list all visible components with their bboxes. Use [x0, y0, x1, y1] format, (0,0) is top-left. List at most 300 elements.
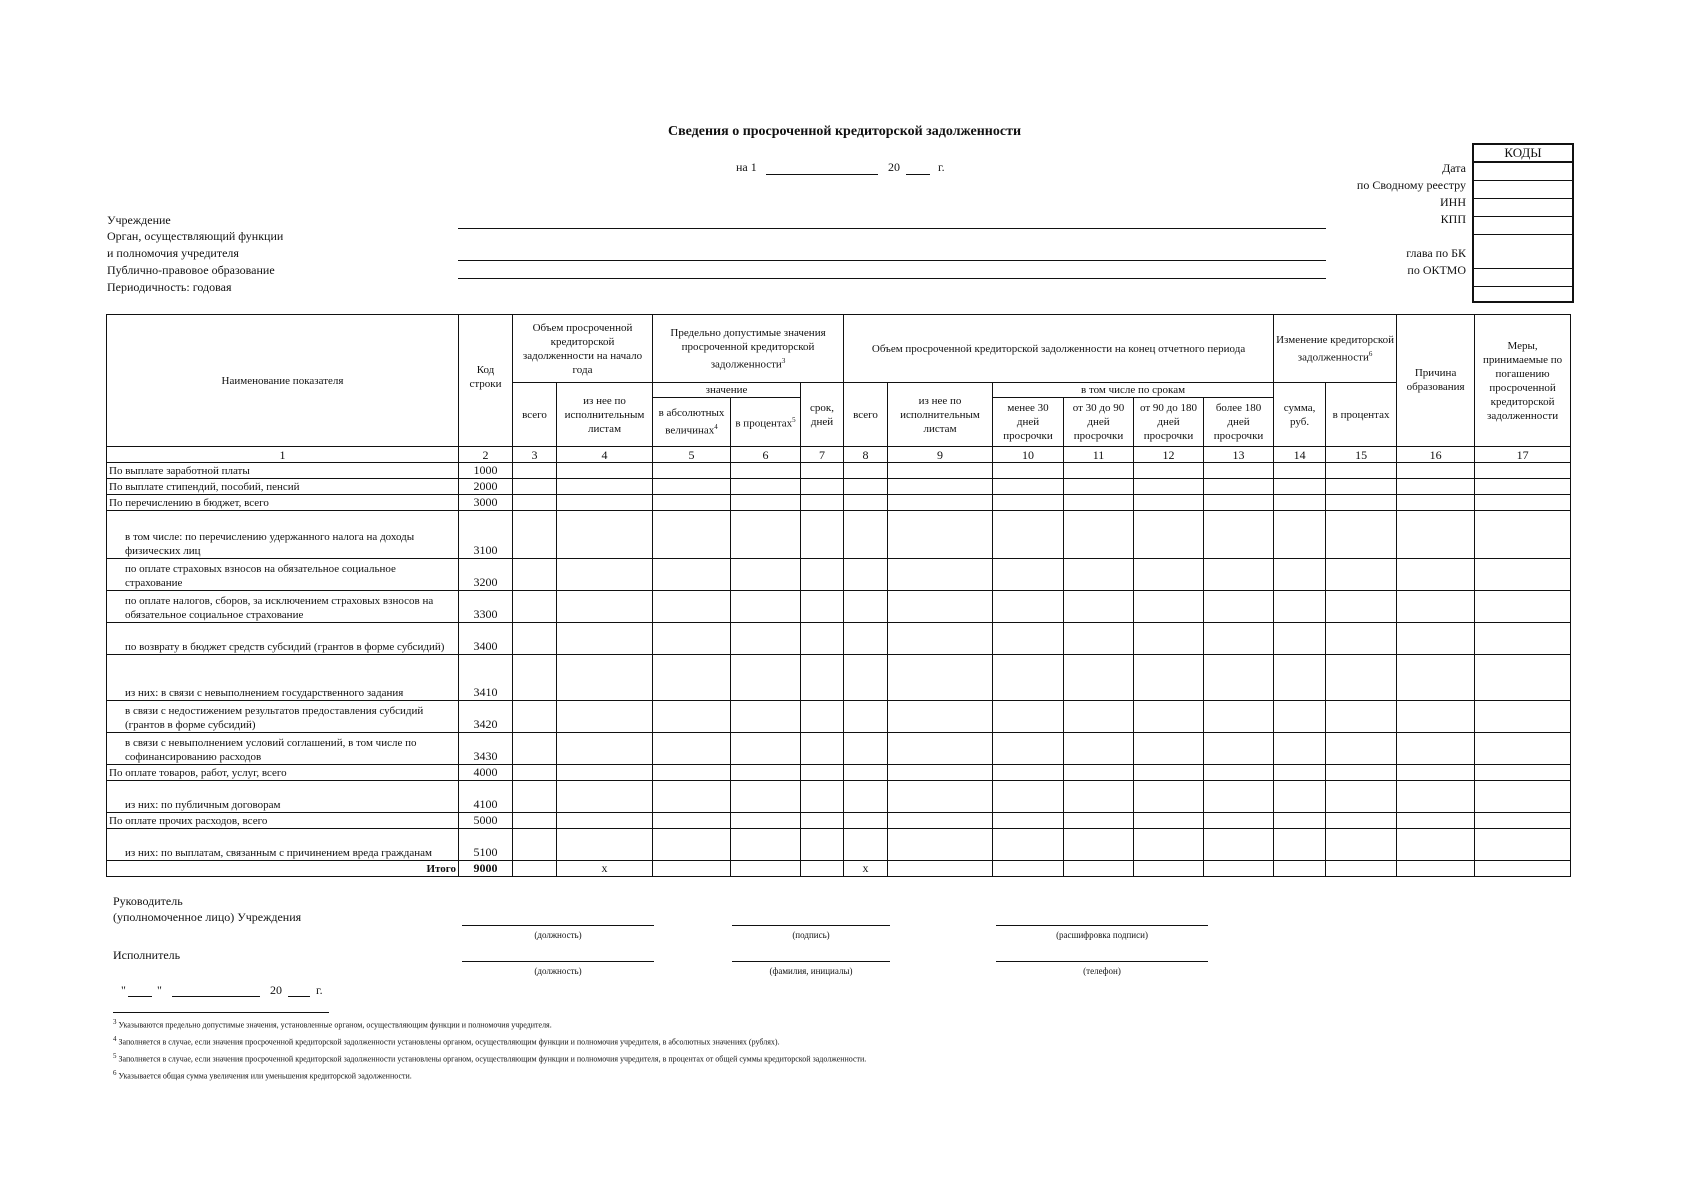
- row-input-cell[interactable]: [557, 733, 653, 765]
- row-input-cell[interactable]: [731, 655, 801, 701]
- row-input-cell[interactable]: [653, 479, 731, 495]
- row-input-cell[interactable]: [801, 701, 844, 733]
- header-begin-volume: Объем просроченной кредиторской задолженности на начало года: [513, 315, 653, 383]
- table-row: [107, 701, 1571, 733]
- row-input-cell[interactable]: [513, 511, 557, 559]
- row-input-cell[interactable]: [1274, 829, 1326, 861]
- row-input-cell[interactable]: [844, 559, 888, 591]
- as-of-year-field[interactable]: [906, 174, 930, 175]
- row-input-cell[interactable]: [844, 701, 888, 733]
- row-input-cell[interactable]: [1134, 813, 1204, 829]
- date-close-quote: ": [157, 983, 162, 997]
- codes-label-kpp: КПП: [1440, 212, 1466, 226]
- row-input-cell[interactable]: [1134, 623, 1204, 655]
- row-input-cell[interactable]: [888, 559, 993, 591]
- row-input-cell[interactable]: [844, 813, 888, 829]
- code-date-field[interactable]: [1474, 163, 1572, 181]
- row-input-cell[interactable]: [1274, 495, 1326, 511]
- row-name: в связи с невыполнением условий соглашений, в том числе по софинансированию расходов: [107, 733, 459, 765]
- row-input-cell[interactable]: [801, 781, 844, 813]
- row-input-cell[interactable]: [1204, 701, 1274, 733]
- row-input-cell[interactable]: [888, 495, 993, 511]
- row-input-cell[interactable]: [513, 701, 557, 733]
- public-entity-field[interactable]: [458, 278, 1326, 279]
- row-input-cell[interactable]: [888, 829, 993, 861]
- total-row: [107, 861, 1571, 877]
- row-input-cell[interactable]: [1064, 479, 1134, 495]
- row-input-cell[interactable]: [513, 591, 557, 623]
- row-input-cell[interactable]: [731, 765, 801, 781]
- row-input-cell[interactable]: [1475, 733, 1571, 765]
- row-input-cell[interactable]: [1274, 623, 1326, 655]
- row-name: По оплате прочих расходов, всего: [107, 813, 459, 829]
- row-input-cell[interactable]: [1134, 655, 1204, 701]
- row-input-cell[interactable]: [844, 495, 888, 511]
- row-input-cell[interactable]: [888, 479, 993, 495]
- row-input-cell[interactable]: [653, 511, 731, 559]
- row-input-cell[interactable]: [1475, 829, 1571, 861]
- row-input-cell[interactable]: [731, 701, 801, 733]
- row-input-cell[interactable]: [1204, 829, 1274, 861]
- row-input-cell[interactable]: [731, 559, 801, 591]
- row-code: 3000: [459, 495, 513, 511]
- row-input-cell[interactable]: [1326, 765, 1397, 781]
- row-input-cell[interactable]: [1326, 479, 1397, 495]
- row-input-cell[interactable]: [731, 829, 801, 861]
- row-name: из них: по публичным договорам: [107, 781, 459, 813]
- row-input-cell[interactable]: [731, 591, 801, 623]
- row-input-cell[interactable]: [653, 463, 731, 479]
- row-input-cell[interactable]: [557, 655, 653, 701]
- row-input-cell[interactable]: [993, 559, 1064, 591]
- row-input-cell[interactable]: [1475, 591, 1571, 623]
- row-input-cell[interactable]: [1397, 781, 1475, 813]
- header-30-90: от 30 до 90 дней просрочки: [1064, 398, 1134, 447]
- header-change-sum: сумма, руб.: [1274, 383, 1326, 447]
- date-year-field[interactable]: [288, 996, 310, 997]
- institution-field[interactable]: [458, 228, 1326, 229]
- row-input-cell[interactable]: [1064, 495, 1134, 511]
- row-input-cell[interactable]: [653, 559, 731, 591]
- as-of-day-field[interactable]: [766, 174, 878, 175]
- row-input-cell[interactable]: [557, 591, 653, 623]
- header-end-volume: Объем просроченной кредиторской задолженности на конец отчетного периода: [844, 315, 1274, 383]
- row-code: 3300: [459, 591, 513, 623]
- column-number: 10: [993, 447, 1064, 463]
- row-input-cell[interactable]: [844, 591, 888, 623]
- codes-box: [1472, 143, 1574, 303]
- column-number: 12: [1134, 447, 1204, 463]
- row-input-cell[interactable]: [1204, 479, 1274, 495]
- row-input-cell[interactable]: [801, 495, 844, 511]
- row-code: 3400: [459, 623, 513, 655]
- row-input-cell[interactable]: [1274, 701, 1326, 733]
- row-input-cell[interactable]: [1397, 623, 1475, 655]
- row-input-cell[interactable]: [1475, 479, 1571, 495]
- row-input-cell[interactable]: [513, 495, 557, 511]
- row-input-cell[interactable]: [993, 495, 1064, 511]
- row-input-cell[interactable]: [1064, 701, 1134, 733]
- row-input-cell[interactable]: [1134, 701, 1204, 733]
- total-input-cell[interactable]: [1204, 861, 1274, 877]
- row-input-cell[interactable]: [1134, 479, 1204, 495]
- row-input-cell[interactable]: [1064, 655, 1134, 701]
- column-number: 6: [731, 447, 801, 463]
- row-input-cell[interactable]: [1397, 733, 1475, 765]
- row-input-cell[interactable]: [844, 765, 888, 781]
- row-input-cell[interactable]: [1475, 559, 1571, 591]
- row-input-cell[interactable]: [801, 733, 844, 765]
- row-input-cell[interactable]: [731, 813, 801, 829]
- total-input-cell[interactable]: [653, 861, 731, 877]
- head-decoding-caption: (расшифровка подписи): [1056, 930, 1148, 940]
- row-input-cell[interactable]: [1064, 781, 1134, 813]
- table-row: [107, 463, 1571, 479]
- row-input-cell[interactable]: [513, 829, 557, 861]
- row-input-cell[interactable]: [1397, 495, 1475, 511]
- head-label-1: Руководитель: [113, 894, 183, 908]
- row-input-cell[interactable]: [888, 463, 993, 479]
- row-input-cell[interactable]: [1326, 701, 1397, 733]
- row-input-cell[interactable]: [1204, 511, 1274, 559]
- row-input-cell[interactable]: [1475, 511, 1571, 559]
- row-input-cell[interactable]: [557, 813, 653, 829]
- row-input-cell[interactable]: [557, 829, 653, 861]
- row-input-cell[interactable]: [888, 511, 993, 559]
- date-month-field[interactable]: [172, 996, 260, 997]
- row-input-cell[interactable]: [1475, 623, 1571, 655]
- row-input-cell[interactable]: [1204, 733, 1274, 765]
- row-input-cell[interactable]: [1134, 559, 1204, 591]
- x-mark: х: [557, 861, 653, 877]
- row-input-cell[interactable]: [801, 829, 844, 861]
- row-input-cell[interactable]: [844, 511, 888, 559]
- row-input-cell[interactable]: [1064, 559, 1134, 591]
- row-input-cell[interactable]: [801, 511, 844, 559]
- row-input-cell[interactable]: [844, 623, 888, 655]
- row-input-cell[interactable]: [1397, 701, 1475, 733]
- row-input-cell[interactable]: [1397, 765, 1475, 781]
- row-input-cell[interactable]: [1204, 813, 1274, 829]
- row-input-cell[interactable]: [653, 765, 731, 781]
- row-input-cell[interactable]: [844, 781, 888, 813]
- public-entity-label: Публично-правовое образование: [107, 263, 275, 277]
- row-input-cell[interactable]: [1326, 813, 1397, 829]
- row-input-cell[interactable]: [557, 479, 653, 495]
- row-input-cell[interactable]: [1274, 813, 1326, 829]
- table-row: [107, 623, 1571, 655]
- row-name: в связи с недостижением результатов предоставления субсидий (грантов в форме субсидий): [107, 701, 459, 733]
- row-input-cell[interactable]: [1326, 511, 1397, 559]
- header-pct: в процентах$^5$: [731, 398, 801, 447]
- row-input-cell[interactable]: [801, 655, 844, 701]
- row-input-cell[interactable]: [1397, 511, 1475, 559]
- row-input-cell[interactable]: [888, 813, 993, 829]
- header-90-180: от 90 до 180 дней просрочки: [1134, 398, 1204, 447]
- row-input-cell[interactable]: [801, 765, 844, 781]
- row-input-cell[interactable]: [1326, 655, 1397, 701]
- row-input-cell[interactable]: [1274, 733, 1326, 765]
- footnote-5: $^5$ Заполняется в случае, если значения просроченной кредиторской задолженности установлены органом, осуществляющим функции и полномочия учредителя, в процентах от общей суммы кредиторской задолженности.: [113, 1052, 867, 1064]
- row-input-cell[interactable]: [557, 623, 653, 655]
- total-input-cell[interactable]: [801, 861, 844, 877]
- row-name: по оплате налогов, сборов, за исключением страховых взносов на обязательное социальное страхование: [107, 591, 459, 623]
- row-input-cell[interactable]: [801, 479, 844, 495]
- row-input-cell[interactable]: [557, 765, 653, 781]
- row-input-cell[interactable]: [513, 463, 557, 479]
- header-lt30: менее 30 дней просрочки: [993, 398, 1064, 447]
- row-input-cell[interactable]: [557, 511, 653, 559]
- row-input-cell[interactable]: [844, 655, 888, 701]
- row-input-cell[interactable]: [731, 623, 801, 655]
- total-input-cell[interactable]: [731, 861, 801, 877]
- row-input-cell[interactable]: [888, 733, 993, 765]
- row-input-cell[interactable]: [888, 781, 993, 813]
- row-code: 5100: [459, 829, 513, 861]
- codes-label-bk: глава по БК: [1406, 246, 1466, 260]
- executor-position-caption: (должность): [534, 966, 582, 976]
- row-input-cell[interactable]: [844, 479, 888, 495]
- row-input-cell[interactable]: [557, 463, 653, 479]
- row-input-cell[interactable]: [1274, 591, 1326, 623]
- row-input-cell[interactable]: [888, 765, 993, 781]
- row-input-cell[interactable]: [1326, 623, 1397, 655]
- code-register-field[interactable]: [1474, 181, 1572, 199]
- total-input-cell[interactable]: [1134, 861, 1204, 877]
- row-input-cell[interactable]: [888, 655, 993, 701]
- row-input-cell[interactable]: [1064, 829, 1134, 861]
- row-input-cell[interactable]: [731, 495, 801, 511]
- row-input-cell[interactable]: [1274, 511, 1326, 559]
- head-position-field[interactable]: [462, 925, 654, 926]
- row-input-cell[interactable]: [1204, 655, 1274, 701]
- row-input-cell[interactable]: [513, 559, 557, 591]
- row-input-cell[interactable]: [1326, 733, 1397, 765]
- row-input-cell[interactable]: [1204, 781, 1274, 813]
- row-input-cell[interactable]: [993, 591, 1064, 623]
- head-decoding-field[interactable]: [996, 925, 1208, 926]
- row-input-cell[interactable]: [513, 813, 557, 829]
- row-input-cell[interactable]: [1134, 781, 1204, 813]
- row-input-cell[interactable]: [1397, 813, 1475, 829]
- row-input-cell[interactable]: [1326, 829, 1397, 861]
- code-kpp-field[interactable]: [1474, 217, 1572, 235]
- row-input-cell[interactable]: [1204, 623, 1274, 655]
- row-input-cell[interactable]: [1326, 495, 1397, 511]
- row-input-cell[interactable]: [1274, 479, 1326, 495]
- row-input-cell[interactable]: [513, 655, 557, 701]
- row-input-cell[interactable]: [888, 623, 993, 655]
- total-input-cell[interactable]: [1064, 861, 1134, 877]
- row-input-cell[interactable]: [801, 591, 844, 623]
- row-input-cell[interactable]: [993, 733, 1064, 765]
- row-input-cell[interactable]: [1475, 781, 1571, 813]
- row-input-cell[interactable]: [1134, 591, 1204, 623]
- row-input-cell[interactable]: [844, 463, 888, 479]
- row-input-cell[interactable]: [1134, 829, 1204, 861]
- code-inn-field[interactable]: [1474, 199, 1572, 217]
- row-input-cell[interactable]: [801, 463, 844, 479]
- row-input-cell[interactable]: [801, 559, 844, 591]
- row-input-cell[interactable]: [653, 495, 731, 511]
- row-input-cell[interactable]: [1475, 655, 1571, 701]
- row-input-cell[interactable]: [1064, 623, 1134, 655]
- row-input-cell[interactable]: [1204, 591, 1274, 623]
- row-input-cell[interactable]: [1064, 813, 1134, 829]
- row-input-cell[interactable]: [993, 701, 1064, 733]
- row-input-cell[interactable]: [1204, 495, 1274, 511]
- row-input-cell[interactable]: [1274, 559, 1326, 591]
- table-row: [107, 829, 1571, 861]
- row-input-cell[interactable]: [993, 463, 1064, 479]
- row-input-cell[interactable]: [1326, 559, 1397, 591]
- row-input-cell[interactable]: [1475, 765, 1571, 781]
- column-number: 1: [107, 447, 459, 463]
- row-input-cell[interactable]: [1204, 559, 1274, 591]
- row-input-cell[interactable]: [653, 701, 731, 733]
- row-input-cell[interactable]: [844, 829, 888, 861]
- row-input-cell[interactable]: [1397, 559, 1475, 591]
- row-code: 4000: [459, 765, 513, 781]
- row-input-cell[interactable]: [653, 623, 731, 655]
- codes-label-oktmo: по ОКТМО: [1407, 263, 1466, 277]
- row-input-cell[interactable]: [1475, 463, 1571, 479]
- row-input-cell[interactable]: [1397, 829, 1475, 861]
- total-input-cell[interactable]: [513, 861, 557, 877]
- row-input-cell[interactable]: [1397, 463, 1475, 479]
- row-input-cell[interactable]: [1475, 495, 1571, 511]
- footnote-6: $^6$ Указывается общая сумма увеличения или уменьшения кредиторской задолженности.: [113, 1069, 412, 1081]
- row-code: 3420: [459, 701, 513, 733]
- date-day-field[interactable]: [128, 996, 152, 997]
- row-input-cell[interactable]: [653, 655, 731, 701]
- row-code: 3100: [459, 511, 513, 559]
- row-input-cell[interactable]: [844, 733, 888, 765]
- row-input-cell[interactable]: [1064, 463, 1134, 479]
- row-input-cell[interactable]: [1064, 591, 1134, 623]
- row-name: в том числе: по перечислению удержанного налога на доходы физических лиц: [107, 511, 459, 559]
- row-input-cell[interactable]: [557, 495, 653, 511]
- row-input-cell[interactable]: [1274, 655, 1326, 701]
- document-title: Сведения о просроченной кредиторской задолженности: [667, 124, 1022, 139]
- row-input-cell[interactable]: [1397, 591, 1475, 623]
- row-input-cell[interactable]: [653, 813, 731, 829]
- total-input-cell[interactable]: [1274, 861, 1326, 877]
- row-input-cell[interactable]: [513, 733, 557, 765]
- row-input-cell[interactable]: [1475, 701, 1571, 733]
- row-input-cell[interactable]: [993, 479, 1064, 495]
- footnote-4: $^4$ Заполняется в случае, если значения просроченной кредиторской задолженности установлены органом, осуществляющим функции и полномочия учредителя, в абсолютных значениях (рублях).: [113, 1035, 780, 1047]
- row-input-cell[interactable]: [888, 701, 993, 733]
- row-input-cell[interactable]: [1397, 655, 1475, 701]
- as-of-year-suffix: г.: [938, 160, 945, 174]
- row-input-cell[interactable]: [801, 623, 844, 655]
- row-input-cell[interactable]: [557, 781, 653, 813]
- row-input-cell[interactable]: [993, 765, 1064, 781]
- executor-name-field[interactable]: [732, 961, 890, 962]
- row-input-cell[interactable]: [1204, 765, 1274, 781]
- table-row: [107, 511, 1571, 559]
- row-input-cell[interactable]: [653, 591, 731, 623]
- row-input-cell[interactable]: [1274, 765, 1326, 781]
- header-term: срок, дней: [801, 383, 844, 447]
- total-input-cell[interactable]: [1475, 861, 1571, 877]
- total-input-cell[interactable]: [1326, 861, 1397, 877]
- row-input-cell[interactable]: [1134, 765, 1204, 781]
- row-input-cell[interactable]: [1064, 765, 1134, 781]
- row-input-cell[interactable]: [731, 463, 801, 479]
- row-name: из них: по выплатам, связанным с причинением вреда гражданам: [107, 829, 459, 861]
- row-code: 4100: [459, 781, 513, 813]
- founder-field[interactable]: [458, 260, 1326, 261]
- row-input-cell[interactable]: [1134, 511, 1204, 559]
- row-input-cell[interactable]: [1326, 781, 1397, 813]
- row-input-cell[interactable]: [1204, 463, 1274, 479]
- header-end-total: всего: [844, 383, 888, 447]
- codes-header: КОДЫ: [1474, 145, 1572, 163]
- column-number: 3: [513, 447, 557, 463]
- row-code: 2000: [459, 479, 513, 495]
- row-input-cell[interactable]: [731, 781, 801, 813]
- row-input-cell[interactable]: [1274, 463, 1326, 479]
- code-extra-field[interactable]: [1474, 287, 1572, 301]
- row-name: По выплате стипендий, пособий, пенсий: [107, 479, 459, 495]
- row-input-cell[interactable]: [557, 559, 653, 591]
- row-input-cell[interactable]: [1064, 733, 1134, 765]
- head-signature-field[interactable]: [732, 925, 890, 926]
- row-input-cell[interactable]: [513, 765, 557, 781]
- table-row: [107, 591, 1571, 623]
- row-input-cell[interactable]: [513, 479, 557, 495]
- row-input-cell[interactable]: [801, 813, 844, 829]
- row-input-cell[interactable]: [1064, 511, 1134, 559]
- row-input-cell[interactable]: [1475, 813, 1571, 829]
- row-input-cell[interactable]: [993, 623, 1064, 655]
- executor-phone-field[interactable]: [996, 961, 1208, 962]
- code-oktmo-field[interactable]: [1474, 269, 1572, 287]
- row-input-cell[interactable]: [653, 829, 731, 861]
- total-input-cell[interactable]: [993, 861, 1064, 877]
- row-input-cell[interactable]: [1134, 463, 1204, 479]
- row-input-cell[interactable]: [513, 781, 557, 813]
- row-input-cell[interactable]: [993, 813, 1064, 829]
- row-input-cell[interactable]: [1134, 495, 1204, 511]
- row-input-cell[interactable]: [653, 733, 731, 765]
- row-input-cell[interactable]: [557, 701, 653, 733]
- row-input-cell[interactable]: [993, 511, 1064, 559]
- row-input-cell[interactable]: [993, 829, 1064, 861]
- row-input-cell[interactable]: [993, 655, 1064, 701]
- row-input-cell[interactable]: [888, 591, 993, 623]
- column-number: 5: [653, 447, 731, 463]
- total-input-cell[interactable]: [888, 861, 993, 877]
- row-input-cell[interactable]: [731, 733, 801, 765]
- row-input-cell[interactable]: [1397, 479, 1475, 495]
- row-input-cell[interactable]: [731, 479, 801, 495]
- row-input-cell[interactable]: [1326, 463, 1397, 479]
- row-input-cell[interactable]: [513, 623, 557, 655]
- row-input-cell[interactable]: [1134, 733, 1204, 765]
- row-input-cell[interactable]: [1274, 781, 1326, 813]
- total-input-cell[interactable]: [1397, 861, 1475, 877]
- row-input-cell[interactable]: [653, 781, 731, 813]
- row-input-cell[interactable]: [1326, 591, 1397, 623]
- row-input-cell[interactable]: [731, 511, 801, 559]
- code-bk-field[interactable]: [1474, 235, 1572, 269]
- executor-position-field[interactable]: [462, 961, 654, 962]
- column-number: 17: [1475, 447, 1571, 463]
- row-input-cell[interactable]: [993, 781, 1064, 813]
